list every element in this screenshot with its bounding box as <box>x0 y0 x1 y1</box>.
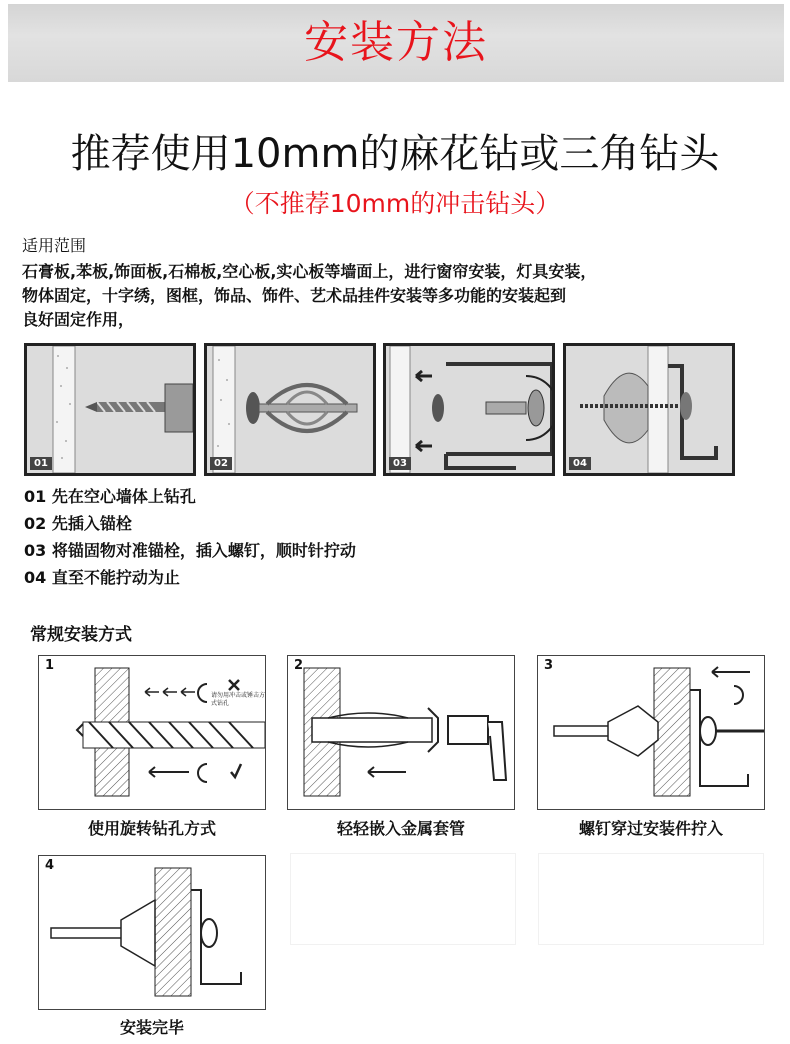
steps-list <box>24 483 356 591</box>
diagram-number: 3 <box>544 658 554 673</box>
photo-step-04 <box>563 343 735 476</box>
drilling-note: 请勿用冲击或锤击方式钻孔 <box>211 692 266 707</box>
screw-bracket-diagram <box>538 656 764 809</box>
anchor-illustration <box>207 346 373 473</box>
drill-bit-diagram <box>39 656 265 809</box>
diagram-screw-through <box>537 655 765 810</box>
photo-number: 02 <box>210 457 232 470</box>
step-item: 01 先在空心墙体上钻孔 <box>24 487 196 506</box>
diagram-drilling <box>38 655 266 810</box>
recommendation-headline: 推荐使用10mm的麻花钻或三角钻头 <box>70 131 720 177</box>
diagram-complete <box>38 855 266 1010</box>
diagram-caption: 轻轻嵌入金属套管 <box>336 819 465 838</box>
photo-number: 01 <box>30 457 52 470</box>
insert-screw-illustration <box>386 346 552 473</box>
diagram-caption: 安装完毕 <box>119 1018 184 1037</box>
diagram-caption: 使用旋转钻孔方式 <box>87 819 216 838</box>
tightened-illustration <box>566 346 732 473</box>
drill-illustration <box>27 346 193 473</box>
step-item: 02 先插入锚栓 <box>24 514 132 533</box>
sleeve-hammer-diagram <box>288 656 514 809</box>
ghost-panel <box>538 853 764 945</box>
photo-step-02 <box>204 343 376 476</box>
diagram-insert-sleeve <box>287 655 515 810</box>
photo-step-03 <box>383 343 555 476</box>
step-item: 04 直至不能拧动为止 <box>24 568 180 587</box>
photo-number: 04 <box>569 457 591 470</box>
installed-anchor-diagram <box>39 856 265 1009</box>
diagram-number: 1 <box>45 658 55 673</box>
diagram-caption: 螺钉穿过安装件拧入 <box>578 819 723 838</box>
title-banner <box>8 4 784 82</box>
scope-line: 良好固定作用， <box>22 310 135 329</box>
ghost-panel <box>290 853 516 945</box>
scope-description <box>22 260 782 332</box>
warning-subheadline: （不推荐10mm的冲击钻头） <box>229 189 561 218</box>
scope-line: 物体固定，十字绣，图框，饰品、饰件、艺术品挂件安装等多功能的安装起到 <box>22 286 567 305</box>
photo-number: 03 <box>389 457 411 470</box>
photo-step-01 <box>24 343 196 476</box>
diagram-number: 2 <box>294 658 304 673</box>
step-item: 03 将锚固物对准锚栓，插入螺钉，顺时针拧动 <box>24 541 356 560</box>
scope-line: 石膏板,苯板,饰面板,石棉板,空心板,实心板等墙面上，进行窗帘安装，灯具安装， <box>22 262 597 281</box>
scope-title: 适用范围 <box>22 236 87 255</box>
diagram-number: 4 <box>45 858 55 873</box>
page-title: 安装方法 <box>304 17 488 68</box>
standard-install-title: 常规安装方式 <box>30 625 132 645</box>
